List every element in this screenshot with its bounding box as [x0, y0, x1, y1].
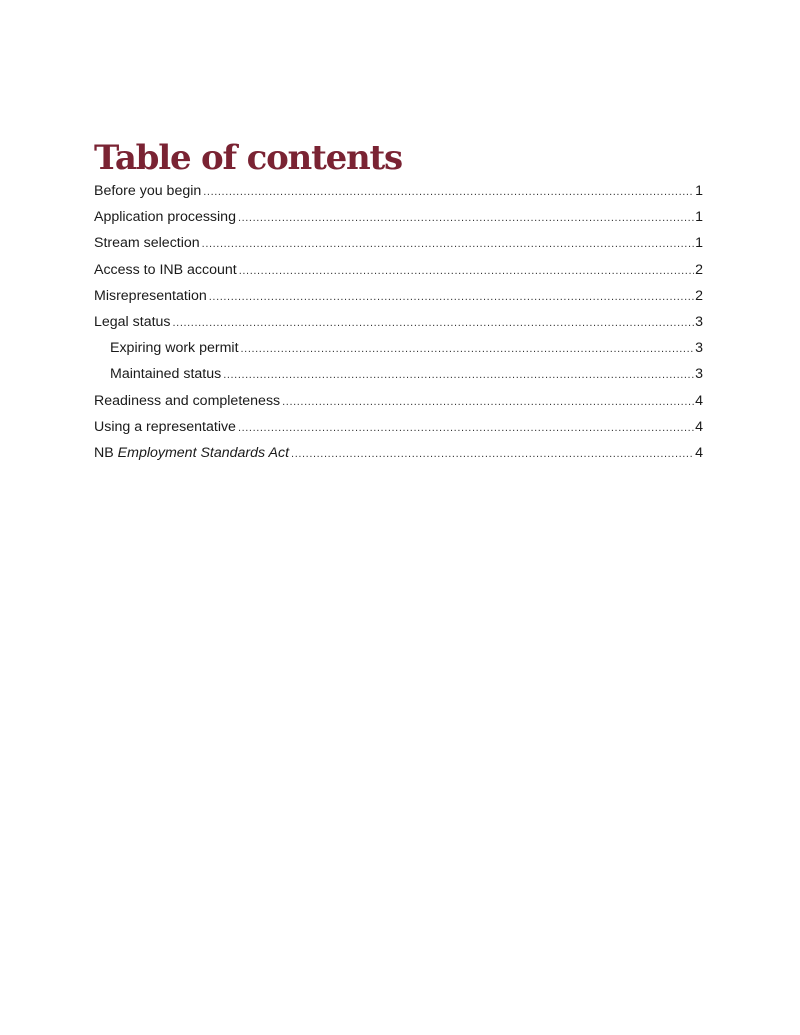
toc-entry-page: 1: [695, 183, 703, 199]
toc-entry-page: 3: [695, 313, 703, 330]
toc-entry-label: Application processing: [94, 209, 236, 226]
toc-entry-expiring-work-permit[interactable]: [94, 335, 703, 361]
toc-entry-application-processing[interactable]: [94, 204, 703, 230]
toc-entry-legal-status[interactable]: [94, 309, 703, 335]
toc-entry-label: Expiring work permit: [110, 340, 239, 357]
toc-entry-page: 2: [695, 261, 703, 278]
toc-entry-label: [94, 440, 289, 466]
toc-entry-nb-employment-standards-act[interactable]: [94, 440, 703, 466]
toc-entry-page: 4: [695, 444, 703, 461]
toc-entry-page: 3: [695, 340, 703, 357]
toc-dot-leader: [282, 389, 694, 415]
toc-entry-label: Stream selection: [94, 235, 200, 252]
toc-dot-leader: [238, 415, 694, 441]
toc-entry-readiness-and-completeness[interactable]: [94, 388, 703, 414]
toc-entry-page: 1: [695, 235, 703, 252]
toc-dot-leader: [202, 231, 694, 257]
toc-entry-page: 2: [695, 287, 703, 304]
toc-dot-leader: [209, 284, 694, 310]
toc-dot-leader: [291, 441, 694, 467]
toc-entry-label: Using a representative: [94, 418, 236, 435]
toc-title: Table of contents: [94, 138, 402, 178]
toc-entry-maintained-status[interactable]: [94, 361, 703, 387]
toc-entry-label: Readiness and completeness: [94, 392, 281, 409]
toc-entry-before-you-begin[interactable]: [94, 178, 703, 204]
toc-entry-label: Before you begin: [94, 183, 202, 199]
toc-dot-leader: [239, 258, 694, 284]
toc-entry-stream-selection[interactable]: [94, 230, 703, 256]
toc-entry-label: Maintained status: [110, 366, 222, 383]
toc-entry-page: 4: [695, 418, 703, 435]
toc-entry-label: Legal status: [94, 313, 171, 330]
toc-entry-page: 1: [695, 209, 703, 226]
toc-entry-label-prefix: NB: [94, 444, 118, 461]
toc-entry-misrepresentation[interactable]: [94, 283, 703, 309]
toc-entry-using-a-representative[interactable]: [94, 414, 703, 440]
toc-entry-page: 4: [695, 392, 703, 409]
toc-entry-page: 3: [695, 366, 703, 383]
toc-entry-access-to-inb-account[interactable]: [94, 257, 703, 283]
toc-entry-label: Misrepresentation: [94, 287, 207, 304]
toc-dot-leader: [223, 362, 694, 388]
toc-list: [94, 178, 703, 466]
toc-dot-leader: [238, 205, 694, 231]
toc-entry-label-emphasis: Employment Standards Act: [117, 444, 290, 461]
toc-dot-leader: [203, 179, 694, 205]
toc-dot-leader: [241, 336, 695, 362]
toc-entry-label: Access to INB account: [94, 261, 237, 278]
toc-dot-leader: [173, 310, 695, 336]
